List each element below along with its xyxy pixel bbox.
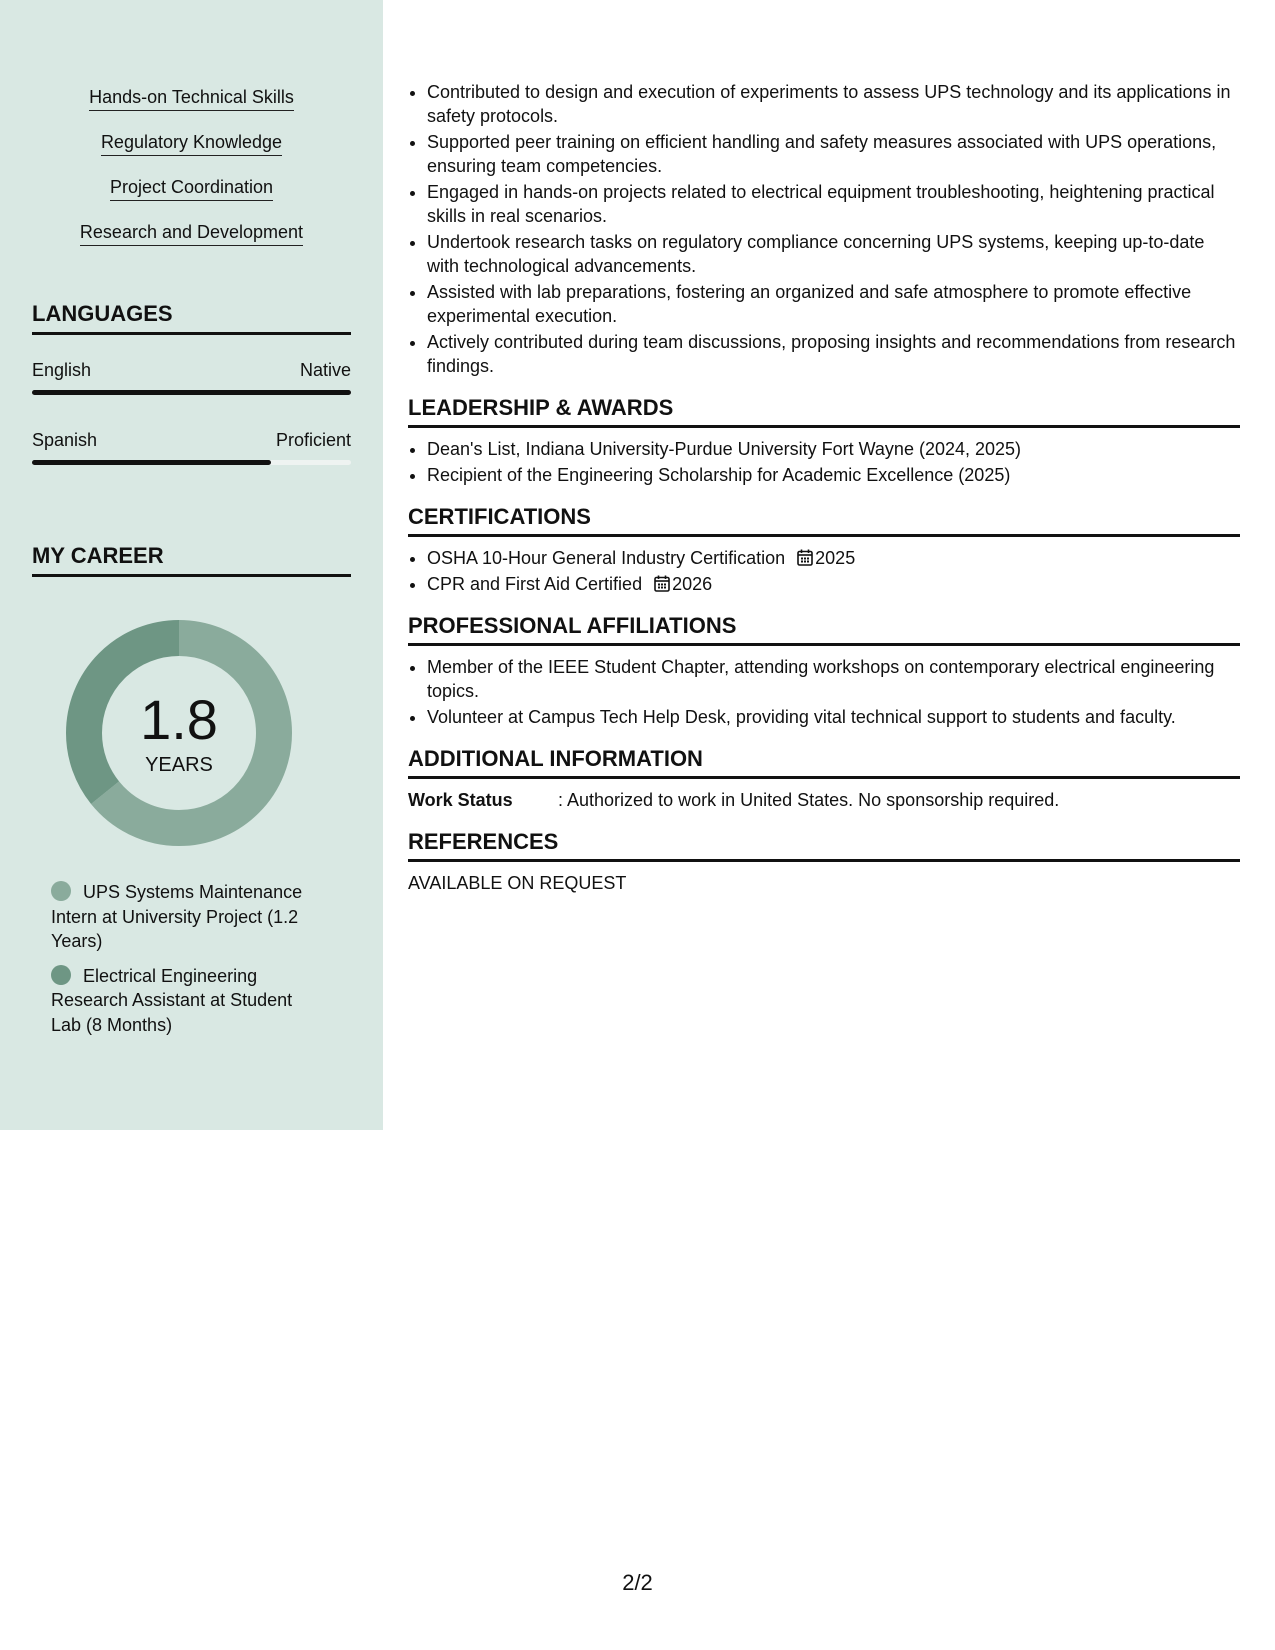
- career-total-years: 1.8: [140, 688, 218, 751]
- affiliation-item: • Volunteer at Campus Tech Help Desk, providing vital technical support to students and faculty.: [427, 705, 1240, 729]
- language-level-bar: [32, 390, 351, 395]
- career-legend-label: UPS Systems Maintenance Intern at University Project (1.2 Years): [51, 882, 303, 951]
- certifications-section: [408, 504, 1240, 596]
- certifications-heading: CERTIFICATIONS: [408, 504, 1240, 537]
- experience-bullet: • Engaged in hands-on projects related to electrical equipment troubleshooting, heightening practical skills in real scenarios.: [427, 180, 1240, 228]
- skills-list: [0, 86, 383, 266]
- affiliation-item: • Member of the IEEE Student Chapter, attending workshops on contemporary electrical engineering topics.: [427, 655, 1240, 703]
- certification-name: OSHA 10-Hour General Industry Certification: [427, 548, 786, 568]
- career-total-unit: YEARS: [145, 754, 213, 776]
- additional-info-heading: ADDITIONAL INFORMATION: [408, 746, 1240, 779]
- languages-heading: LANGUAGES: [32, 301, 351, 335]
- experience-bullet: • Supported peer training on efficient handling and safety measures associated with UPS operations, ensuring team competencies.: [427, 130, 1240, 178]
- career-heading: MY CAREER: [32, 543, 351, 577]
- language-spanish: [32, 429, 351, 465]
- references-heading: REFERENCES: [408, 829, 1240, 862]
- experience-bullet: • Actively contributed during team discussions, proposing insights and recommendations from research findings.: [427, 330, 1240, 378]
- leadership-heading: LEADERSHIP & AWARDS: [408, 395, 1240, 428]
- skill-item: Regulatory Knowledge: [101, 131, 282, 156]
- experience-bullets: [408, 80, 1240, 378]
- additional-info-section: [408, 746, 1240, 812]
- language-level-bar: [32, 460, 351, 465]
- references-text: AVAILABLE ON REQUEST: [408, 873, 627, 893]
- career-legend-label: Electrical Engineering Research Assistant at Student Lab (8 Months): [51, 965, 293, 1035]
- page-number: 2/2: [622, 1570, 653, 1595]
- language-level-fill: [32, 390, 351, 395]
- certification-year: 2026: [672, 574, 713, 594]
- career-legend: [51, 880, 326, 1047]
- language-english: [32, 359, 351, 395]
- calendar-icon: [797, 549, 813, 566]
- language-level: Native: [299, 360, 351, 380]
- experience-bullet: • Assisted with lab preparations, fostering an organized and safe atmosphere to promote effective experimental execution.: [427, 280, 1240, 328]
- sidebar: [0, 0, 383, 1130]
- experience-bullet: • Undertook research tasks on regulatory compliance concerning UPS systems, keeping up-to-date with technological advancements.: [427, 230, 1240, 278]
- certification-item: [427, 546, 1240, 570]
- career-legend-item: [51, 964, 326, 1038]
- language-level: Proficient: [275, 430, 351, 450]
- certification-item: [427, 572, 1240, 596]
- language-name: English: [32, 360, 92, 380]
- main-content: [408, 80, 1240, 895]
- legend-dot-icon: [51, 881, 71, 901]
- skill-item: Research and Development: [80, 221, 303, 246]
- experience-bullet: • Contributed to design and execution of experiments to assess UPS technology and its applications in safety protocols.: [427, 80, 1240, 128]
- affiliations-heading: PROFESSIONAL AFFILIATIONS: [408, 613, 1240, 646]
- work-status-value: : Authorized to work in United States. No sponsorship required.: [558, 790, 1060, 810]
- career-legend-item: [51, 880, 326, 954]
- affiliations-section: [408, 613, 1240, 729]
- legend-dot-icon: [51, 965, 71, 985]
- certification-year: 2025: [815, 548, 856, 568]
- skill-item: Project Coordination: [110, 176, 273, 201]
- work-status-label: Work Status: [408, 790, 513, 810]
- leadership-section: [408, 395, 1240, 487]
- leadership-item: • Dean's List, Indiana University-Purdue University Fort Wayne (2024, 2025): [427, 437, 1240, 461]
- references-section: [408, 829, 1240, 895]
- leadership-item: • Recipient of the Engineering Scholarship for Academic Excellence (2025): [427, 463, 1240, 487]
- language-name: Spanish: [32, 430, 98, 450]
- language-level-fill: [32, 460, 271, 465]
- certification-name: CPR and First Aid Certified: [427, 574, 643, 594]
- work-status: [408, 788, 1240, 812]
- skill-item: Hands-on Technical Skills: [89, 86, 294, 111]
- calendar-icon: [654, 575, 670, 592]
